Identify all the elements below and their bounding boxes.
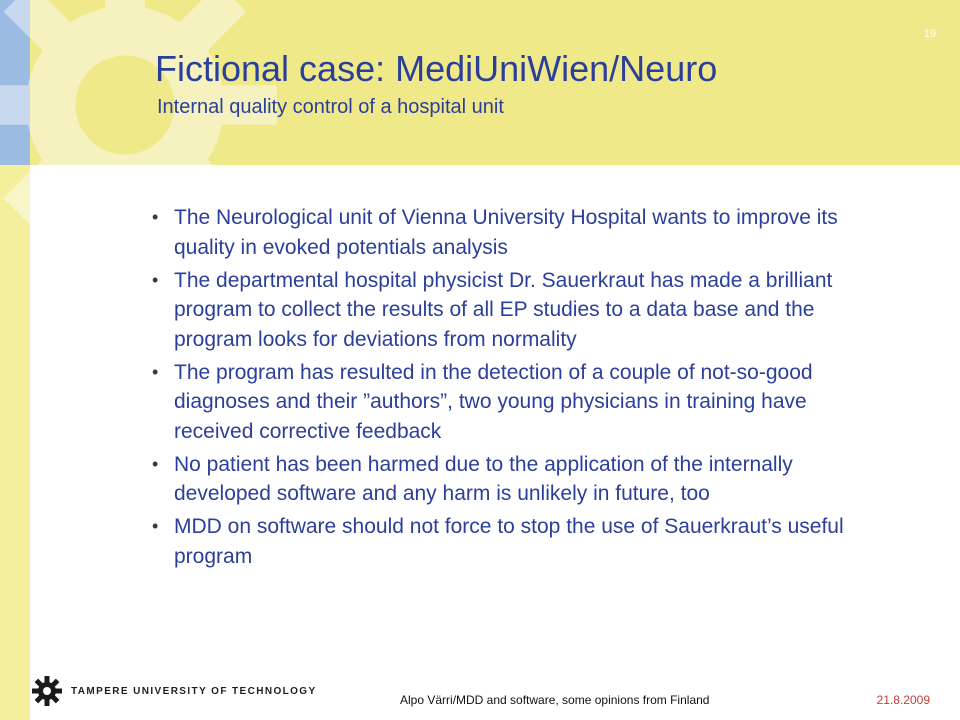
bullet-item bbox=[152, 450, 887, 509]
bullet-text: MDD on software should not force to stop the use of Sauerkraut’s useful program bbox=[174, 515, 844, 568]
bullet-dot: • bbox=[152, 269, 159, 290]
bullet-item bbox=[152, 512, 887, 571]
bullet-text: The Neurological unit of Vienna University Hospital wants to improve its quality in evoked potentials analysis bbox=[174, 206, 838, 259]
bullet-item bbox=[152, 266, 887, 355]
bullet-text: The departmental hospital physicist Dr. Sauerkraut has made a brilliant program to collect the results of all EP studies to a data base and the program looks for deviations from normality bbox=[174, 268, 833, 351]
bullet-dot: • bbox=[152, 361, 159, 382]
footer-author: Alpo Värri/MDD and software, some opinions from Finland bbox=[400, 693, 710, 707]
bullet-list bbox=[152, 203, 887, 575]
slide-title: Fictional case: MediUniWien/Neuro bbox=[155, 48, 718, 89]
bullet-dot: • bbox=[152, 516, 159, 536]
gear-logo-icon bbox=[32, 676, 62, 706]
logo-text: TAMPERE UNIVERSITY OF TECHNOLOGY bbox=[71, 685, 317, 697]
bullet-dot: • bbox=[152, 207, 159, 227]
bullet-item bbox=[152, 358, 887, 447]
university-logo bbox=[32, 676, 317, 706]
slide-number: 19 bbox=[923, 28, 936, 40]
bullet-item bbox=[152, 203, 887, 262]
bullet-text: The program has resulted in the detection of a couple of not-so-good diagnoses and their ”authors”, two young physicians in training have received corrective feedback bbox=[174, 360, 813, 443]
bullet-text: No patient has been harmed due to the application of the internally developed software and any harm is unlikely in future, too bbox=[174, 452, 793, 505]
slide-subtitle: Internal quality control of a hospital unit bbox=[157, 96, 504, 118]
footer-date: 21.8.2009 bbox=[876, 693, 930, 707]
bullet-dot: • bbox=[152, 453, 159, 474]
